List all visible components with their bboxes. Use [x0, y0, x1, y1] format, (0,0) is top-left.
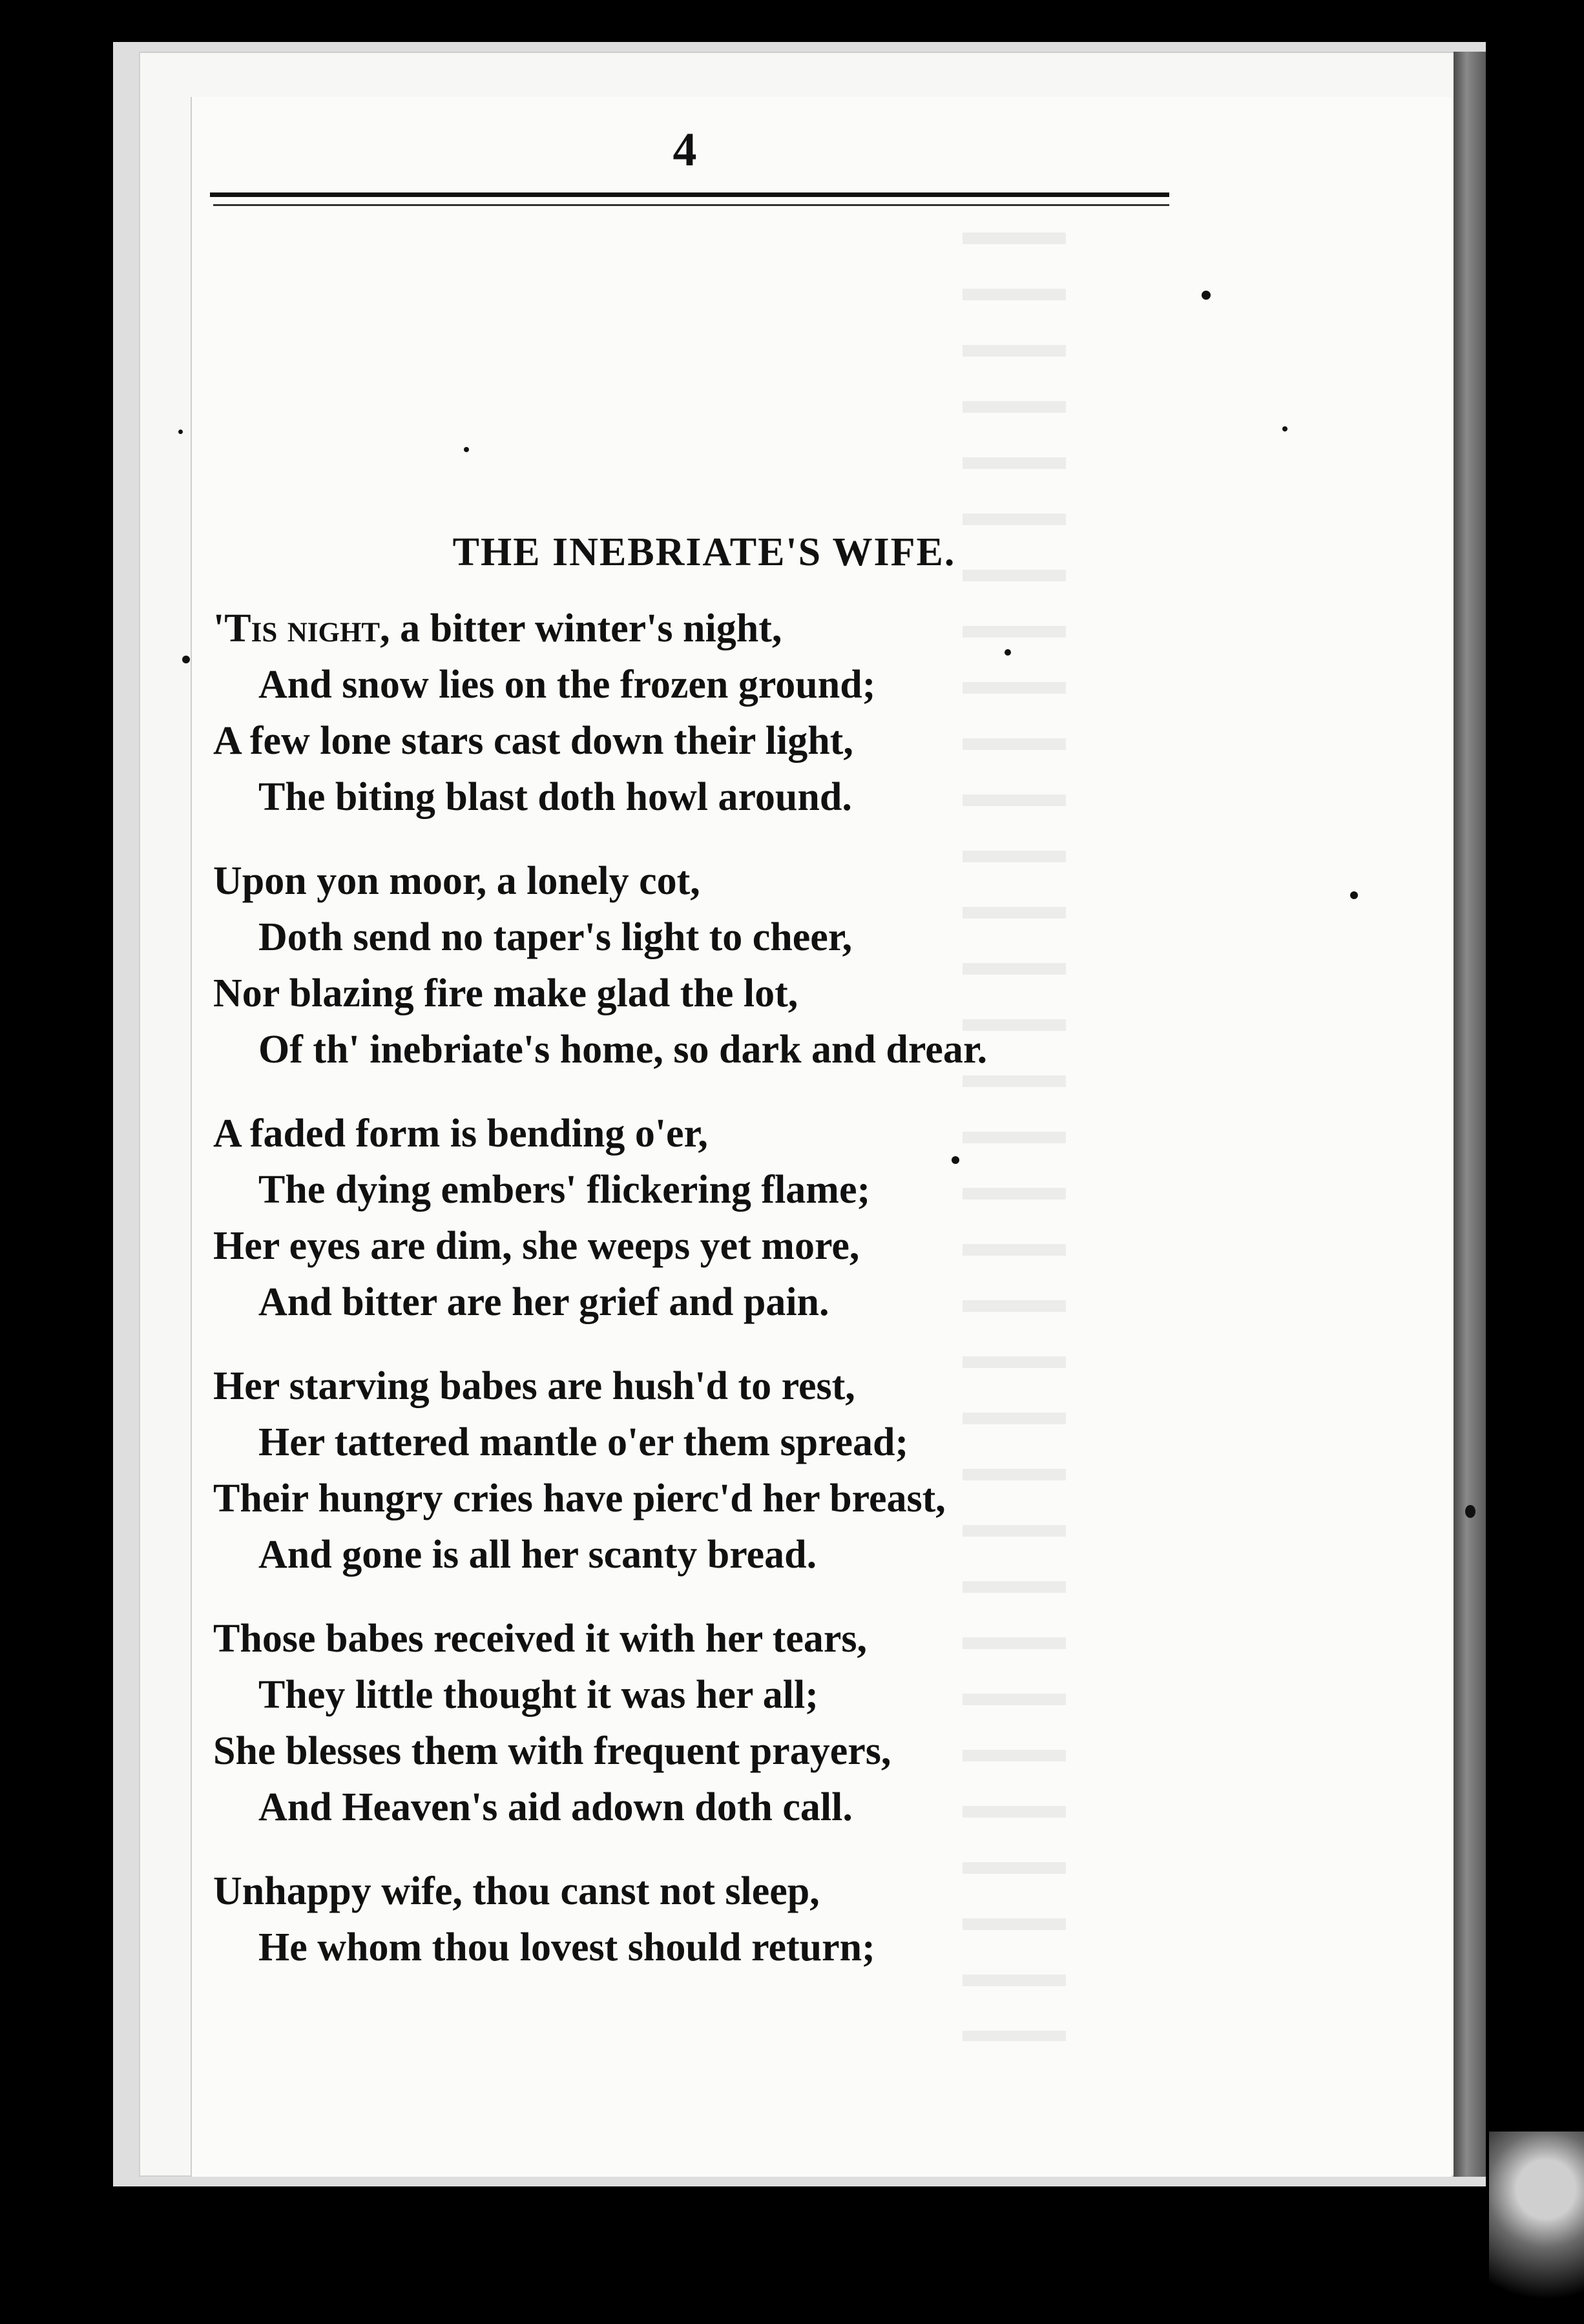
header-rule-thin [213, 204, 1169, 206]
poem-line [213, 1779, 1324, 1836]
poem-line-text: Unhappy wife, thou canst not sleep, [213, 1869, 820, 1913]
ink-speck [1282, 426, 1287, 431]
poem-stanza [213, 1106, 1324, 1331]
poem-line [213, 769, 1324, 825]
poem-line-text: Of th' inebriate's home, so dark and drear. [258, 1028, 988, 1072]
poem-line [213, 1274, 1324, 1331]
poem-line [213, 1471, 1324, 1527]
poem-line [213, 1218, 1324, 1274]
book-spine-edge [1454, 52, 1486, 2177]
poem-line-text: And bitter are her grief and pain. [258, 1280, 829, 1324]
ink-speck [1350, 891, 1358, 899]
poem-line [213, 853, 1324, 909]
poem-line [213, 909, 1324, 966]
poem-line [213, 1415, 1324, 1471]
poem-line [213, 657, 1324, 713]
poem-line-text: And snow lies on the frozen ground; [258, 663, 876, 707]
poem-line [213, 1667, 1324, 1723]
poem-line-text: And Heaven's aid adown doth call. [258, 1785, 853, 1829]
poem-line [213, 1162, 1324, 1218]
poem-line-text: He whom thou lovest should return; [258, 1925, 875, 1969]
poem-line-text: And gone is all her scanty bread. [258, 1533, 817, 1577]
poem-stanza [213, 601, 1324, 825]
poem-stanza [213, 1863, 1324, 1976]
poem-line [213, 1527, 1324, 1583]
ink-speck [464, 447, 469, 452]
poem-line [213, 1358, 1324, 1415]
poem-line-text: They little thought it was her all; [258, 1673, 818, 1717]
ink-speck [1202, 291, 1211, 300]
poem-line [213, 1611, 1324, 1667]
ink-speck [182, 656, 190, 663]
poem-line [213, 1920, 1324, 1976]
poem-line-text: Her eyes are dim, she weeps yet more, [213, 1224, 860, 1268]
poem-line-text: The dying embers' flickering flame; [258, 1168, 871, 1212]
poem-line-text: Doth send no taper's light to cheer, [258, 915, 853, 959]
poem-line-text: She blesses them with frequent prayers, [213, 1729, 891, 1773]
poem-line-text: Her tattered mantle o'er them spread; [258, 1420, 909, 1464]
poem-line-text: A faded form is bending o'er, [213, 1112, 708, 1156]
poem-line-text: Upon yon moor, a lonely cot, [213, 859, 700, 903]
poem-line [213, 1022, 1324, 1078]
poem-line-text: A few lone stars cast down their light, [213, 719, 853, 763]
poem-line [213, 1863, 1324, 1920]
poem-line-text: Nor blazing fire make glad the lot, [213, 971, 798, 1015]
ink-speck [952, 1156, 959, 1164]
poem-stanza [213, 1358, 1324, 1583]
poem-title: THE INEBRIATE'S WIFE. [452, 530, 956, 574]
header-rule [210, 192, 1169, 197]
poem-stanza [213, 853, 1324, 1078]
poem-stanza [213, 1611, 1324, 1836]
poem-line-text: Her starving babes are hush'd to rest, [213, 1364, 855, 1408]
page-corner-damage [1489, 2132, 1584, 2324]
page-number: 4 [672, 123, 697, 176]
ink-speck [1005, 649, 1011, 656]
poem-line [213, 1723, 1324, 1779]
poem-line [213, 966, 1324, 1022]
poem-line [213, 1106, 1324, 1162]
ink-speck [1465, 1505, 1475, 1518]
poem-line-text: , a bitter winter's night, [380, 607, 782, 650]
poem-line [213, 713, 1324, 769]
poem-line-text: The biting blast doth howl around. [258, 775, 852, 819]
poem-line-lead: 'Tis night [213, 607, 380, 650]
poem-line-text: Their hungry cries have pierc'd her breast, [213, 1477, 946, 1520]
poem-body [213, 601, 1324, 2004]
poem-line [213, 601, 1324, 657]
ink-speck [178, 430, 183, 434]
poem-line-text: Those babes received it with her tears, [213, 1617, 867, 1661]
